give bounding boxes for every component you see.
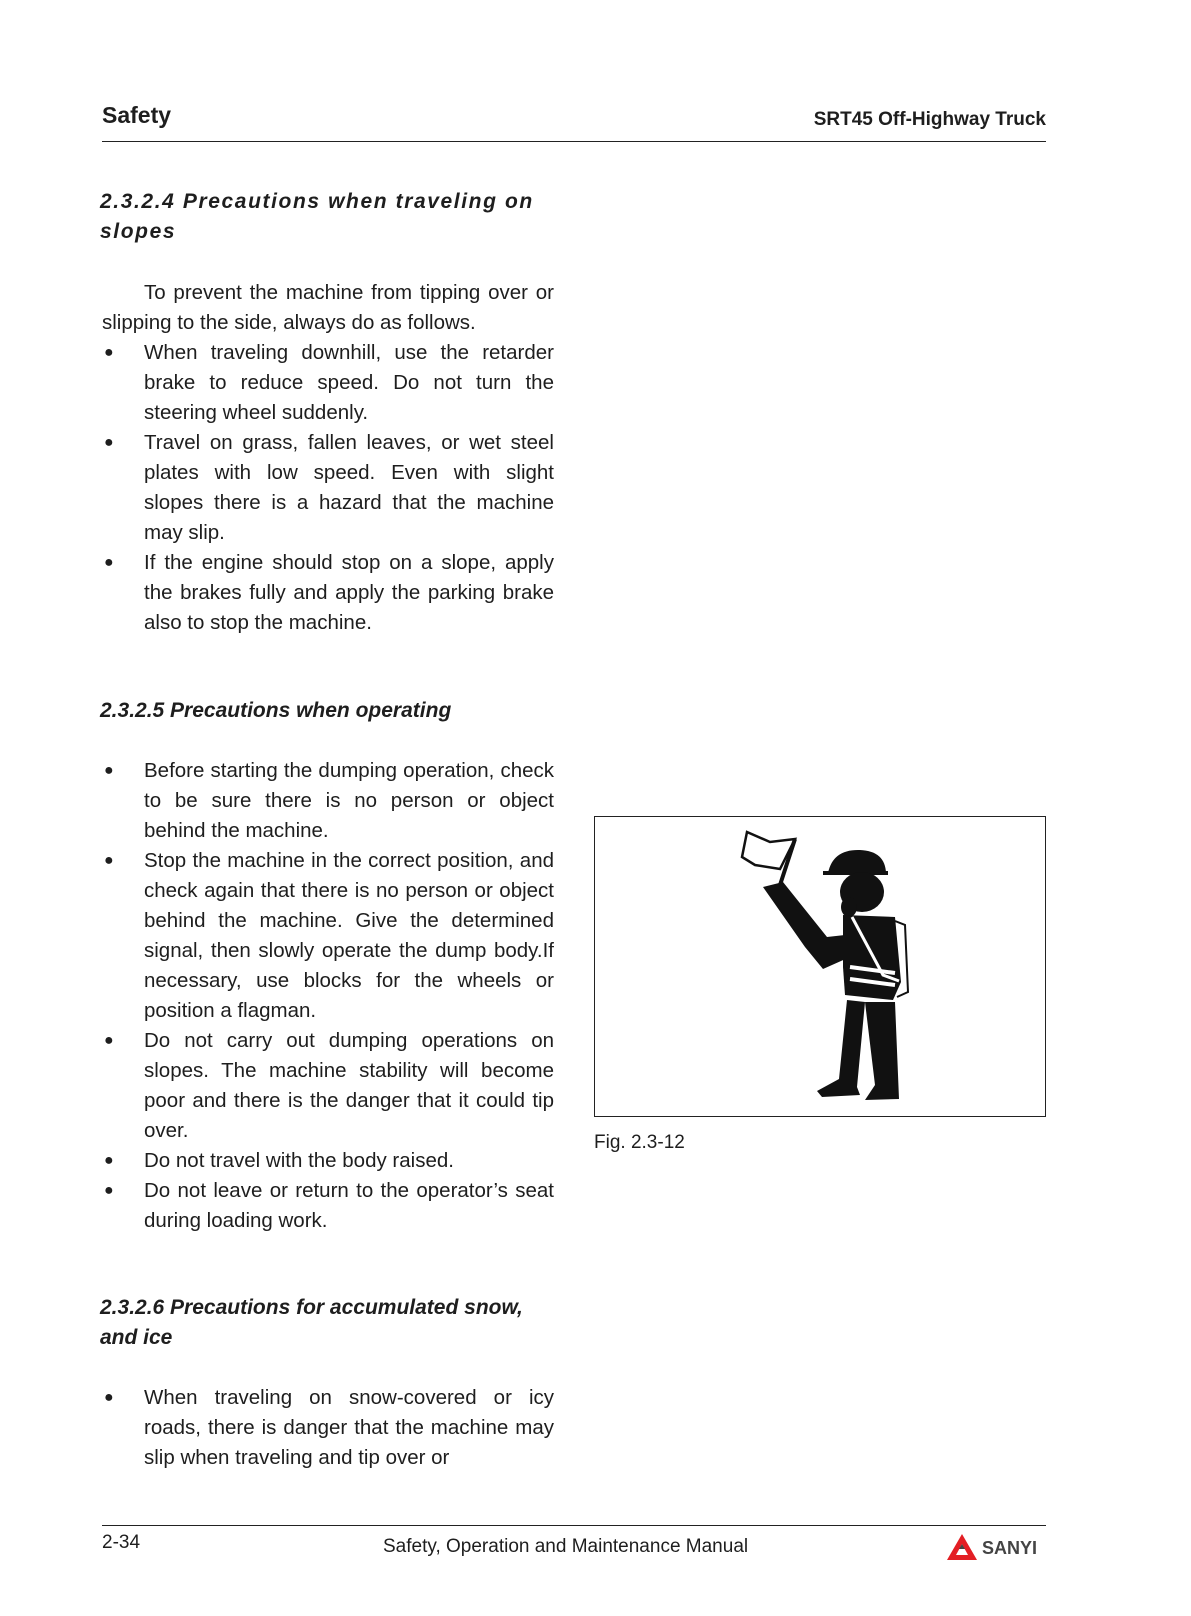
section-heading: 2.3.2.6 Precautions for accumulated snow, and ice — [100, 1296, 523, 1349]
section-heading: 2.3.2.5 Precautions when operating — [100, 699, 452, 722]
list-item-text: Do not leave or return to the operator’s seat during loading work. — [144, 1179, 554, 1232]
header-product-title: SRT45 Off-Highway Truck — [813, 109, 1046, 130]
list-item — [102, 846, 554, 1026]
list-item-text: Travel on grass, fallen leaves, or wet steel plates with low speed. Even with slight slopes there is a hazard that the machine may slip. — [144, 431, 554, 544]
bullet-icon: ● — [104, 852, 114, 869]
list-item-text: If the engine should stop on a slope, apply the brakes fully and apply the parking brake also to stop the machine. — [144, 551, 554, 634]
list-item-text: When traveling downhill, use the retarder brake to reduce speed. Do not turn the steering wheel suddenly. — [144, 341, 554, 424]
list-item — [102, 1176, 554, 1236]
bullet-list — [102, 338, 554, 638]
bullet-icon: ● — [104, 1389, 114, 1406]
footer-divider — [102, 1525, 1046, 1526]
bullet-icon: ● — [104, 554, 114, 571]
list-item — [102, 548, 554, 638]
bullet-icon: ● — [104, 434, 114, 451]
list-item-text: When traveling on snow-covered or icy roads, there is danger that the machine may slip when traveling and tip over or — [144, 1386, 554, 1469]
list-item — [102, 1026, 554, 1146]
header-section-title: Safety — [102, 102, 172, 128]
list-item — [102, 1146, 554, 1176]
list-item — [102, 756, 554, 846]
bullet-list — [102, 756, 554, 1236]
bullet-icon: ● — [104, 762, 114, 779]
bullet-icon: ● — [104, 344, 114, 361]
section-body — [102, 756, 554, 1236]
list-item-text: Stop the machine in the correct position, and check again that there is no person or object behind the machine. Give the determined signal, then slowly operate the dump body.If necessary, use blocks for the wheels or position a flagman. — [144, 849, 554, 1022]
flagman-illustration-icon — [595, 817, 1045, 1116]
section-heading: 2.3.2.4 Precautions when traveling on slopes — [100, 190, 534, 243]
bullet-icon: ● — [104, 1182, 114, 1199]
list-item-text: Do not travel with the body raised. — [144, 1149, 454, 1172]
brand-name: SANYI — [982, 1537, 1038, 1558]
footer-title: Safety, Operation and Maintenance Manual — [383, 1536, 749, 1557]
sanyi-logo-icon — [946, 1533, 978, 1563]
list-item — [102, 428, 554, 548]
intro-paragraph: To prevent the machine from tipping over or slipping to the side, always do as follows. — [102, 281, 554, 334]
figure-frame — [594, 816, 1046, 1117]
header-divider — [102, 141, 1046, 142]
section-body — [102, 1383, 554, 1473]
brand-logo — [946, 1533, 1037, 1563]
section-body — [102, 278, 554, 638]
list-item-text: Do not carry out dumping operations on slopes. The machine stability will become poor and there is the danger that it could tip over. — [144, 1029, 554, 1142]
bullet-icon: ● — [104, 1032, 114, 1049]
bullet-icon: ● — [104, 1152, 114, 1169]
list-item-text: Before starting the dumping operation, check to be sure there is no person or object behind the machine. — [144, 759, 554, 842]
page-number: 2-34 — [102, 1532, 141, 1553]
figure-caption: Fig. 2.3-12 — [594, 1132, 685, 1153]
list-item — [102, 1383, 554, 1473]
bullet-list — [102, 1383, 554, 1473]
list-item — [102, 338, 554, 428]
